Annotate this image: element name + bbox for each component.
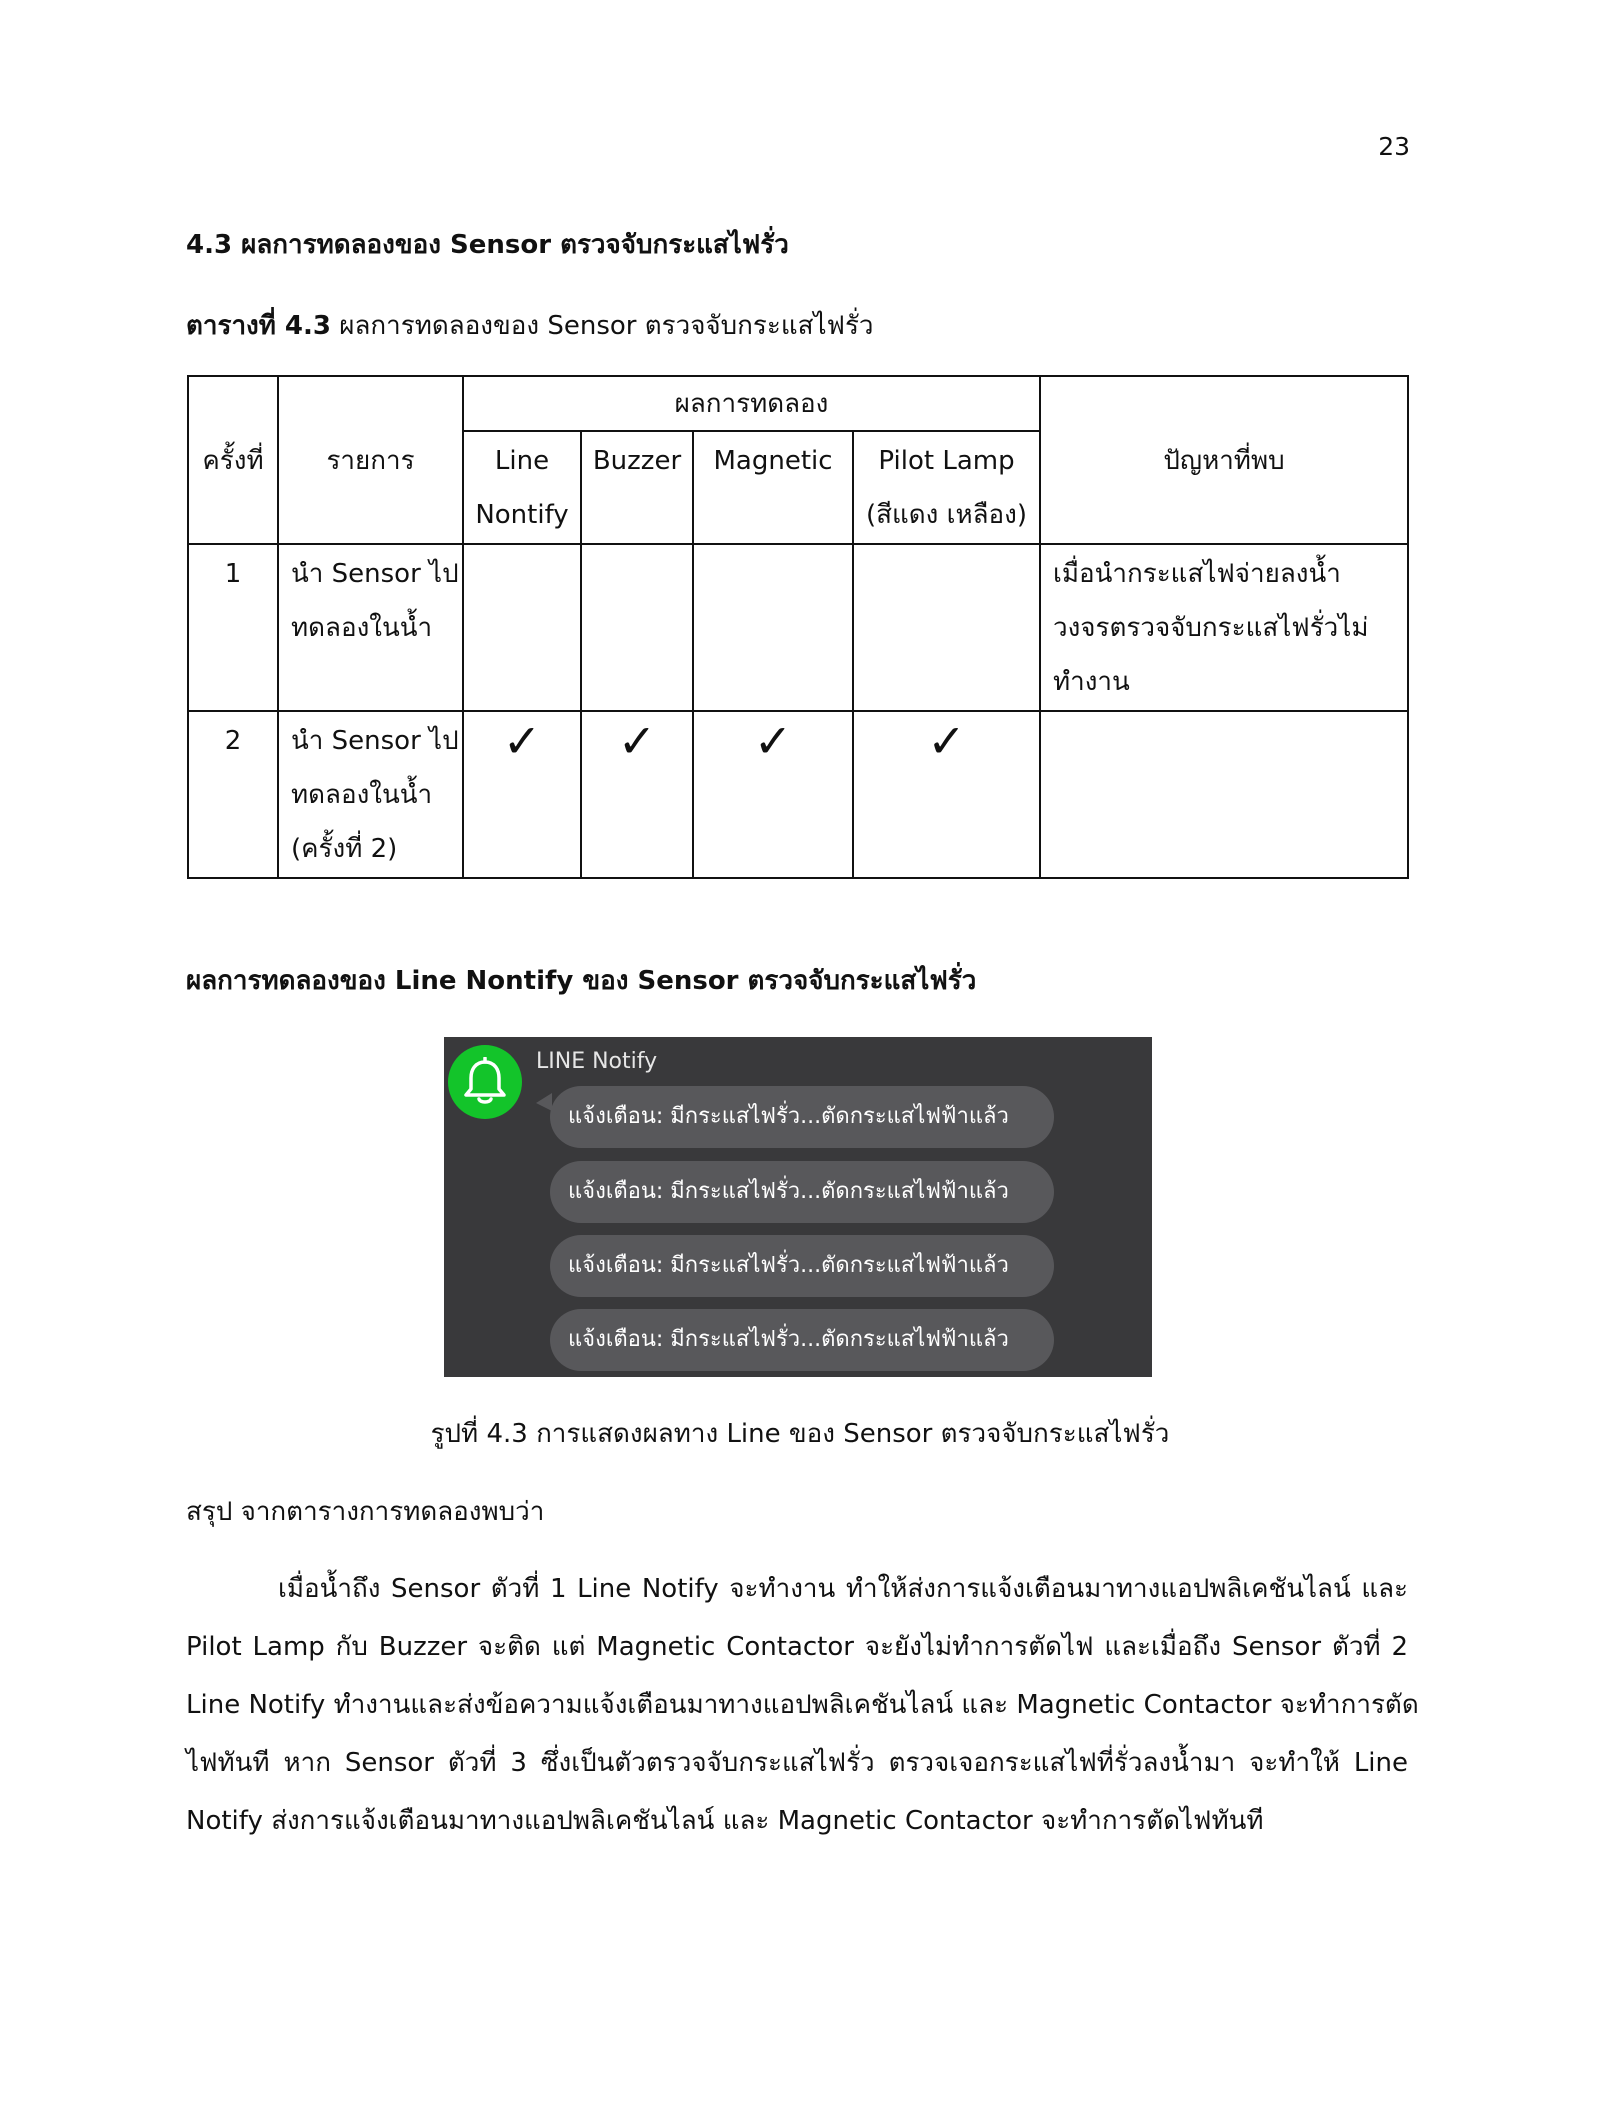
line-notify-screenshot [444,1037,1152,1377]
header-pilot-lamp-l1: Pilot Lamp [878,445,1015,476]
table-caption-text: ผลการทดลองของ Sensor ตรวจจับกระแสไฟรั่ว [331,311,874,341]
header-line-notify [463,431,581,544]
results-table [187,375,1409,879]
checkmark-icon: ✓ [693,711,853,878]
bubble-tail [536,1093,552,1111]
cell-item-line: (ครั้งที่ 2) [291,834,398,864]
cell-problem-line: วงจรตรวจจับกระแสไฟรั่วไม่ [1053,613,1369,643]
paragraph-line: Notify ส่งการแจ้งเตือนมาทางแอปพลิเคชันไลน์ และ Magnetic Contactor จะทำการตัดไฟทันที [186,1806,1264,1836]
figure-caption: รูปที่ 4.3 การแสดงผลทาง Line ของ Sensor ตรวจจับกระแสไฟรั่ว [430,1419,1170,1449]
table-caption [186,305,874,346]
cell-item-line: นำ Sensor ไป [291,559,459,589]
section-heading: 4.3 ผลการทดลองของ Sensor ตรวจจับกระแสไฟรั่ว [186,230,789,260]
cell-round: 1 [188,544,278,711]
header-buzzer: Buzzer [581,431,693,544]
notify-message: แจ้งเตือน: มีกระแสไฟรั่ว...ตัดกระแสไฟฟ้าแล้ว [550,1235,1054,1297]
header-round: ครั้งที่ [188,376,278,544]
paragraph-line: Line Notify ทำงานและส่งข้อความแจ้งเตือนมาทางแอปพลิเคชันไลน์ และ Magnetic Contactor จะทำการตัด [186,1690,1419,1720]
paragraph-line: เมื่อน้ำถึง Sensor ตัวที่ 1 Line Notify จะทำงาน ทำให้ส่งการแจ้งเตือนมาทางแอปพลิเคชันไลน์ และ [278,1574,1408,1604]
header-problem: ปัญหาที่พบ [1040,376,1408,544]
checkmark-icon: ✓ [581,711,693,878]
paragraph-line: ไฟทันที หาก Sensor ตัวที่ 3 ซึ่งเป็นตัวตรวจจับกระแสไฟรั่ว ตรวจเจอกระแสไฟที่รั่วลงน้ำมา จะทำให้ Line [186,1748,1408,1778]
cell-item-line: ทดลองในน้ำ [291,780,433,810]
header-pilot-lamp-l2: (สีแดง เหลือง) [865,499,1028,530]
table-row [188,544,1408,711]
cell-item-line: ทดลองในน้ำ [291,613,433,643]
cell-item [278,711,463,878]
notify-message: แจ้งเตือน: มีกระแสไฟรั่ว...ตัดกระแสไฟฟ้าแล้ว [550,1161,1054,1223]
cell-line-notify [463,544,581,711]
header-line-notify-l1: Line [494,445,550,476]
checkmark-icon: ✓ [463,711,581,878]
cell-item [278,544,463,711]
paragraph-line: Pilot Lamp กับ Buzzer จะติด แต่ Magnetic Contactor จะยังไม่ทำการตัดไฟ และเมื่อถึง Sensor ตัวที่ 2 [186,1632,1408,1662]
header-line-notify-l2: Nontify [475,499,569,530]
header-pilot-lamp [853,431,1040,544]
cell-round: 2 [188,711,278,878]
summary-heading: สรุป จากตารางการทดลองพบว่า [186,1497,545,1527]
cell-problem [1040,544,1408,711]
cell-problem [1040,711,1408,878]
header-item: รายการ [278,376,463,544]
cell-problem-line: เมื่อนำกระแสไฟจ่ายลงน้ำ [1053,559,1341,589]
page-number: 23 [1378,132,1410,161]
cell-buzzer [581,544,693,711]
notify-message: แจ้งเตือน: มีกระแสไฟรั่ว...ตัดกระแสไฟฟ้าแล้ว [550,1086,1054,1148]
bell-icon [448,1045,522,1119]
header-magnetic: Magnetic [693,431,853,544]
notify-message: แจ้งเตือน: มีกระแสไฟรั่ว...ตัดกระแสไฟฟ้าแล้ว [550,1309,1054,1371]
cell-item-line: นำ Sensor ไป [291,726,459,756]
cell-pilot-lamp [853,544,1040,711]
table-caption-label: ตารางที่ 4.3 [186,311,331,341]
notify-app-name: LINE Notify [536,1049,658,1074]
checkmark-icon: ✓ [853,711,1040,878]
sub-heading: ผลการทดลองของ Line Nontify ของ Sensor ตรวจจับกระแสไฟรั่ว [186,966,977,996]
cell-magnetic [693,544,853,711]
table-row [188,711,1408,878]
header-results-group: ผลการทดลอง [463,376,1040,431]
cell-problem-line: ทำงาน [1053,667,1130,697]
summary-paragraph [186,1560,1419,1850]
